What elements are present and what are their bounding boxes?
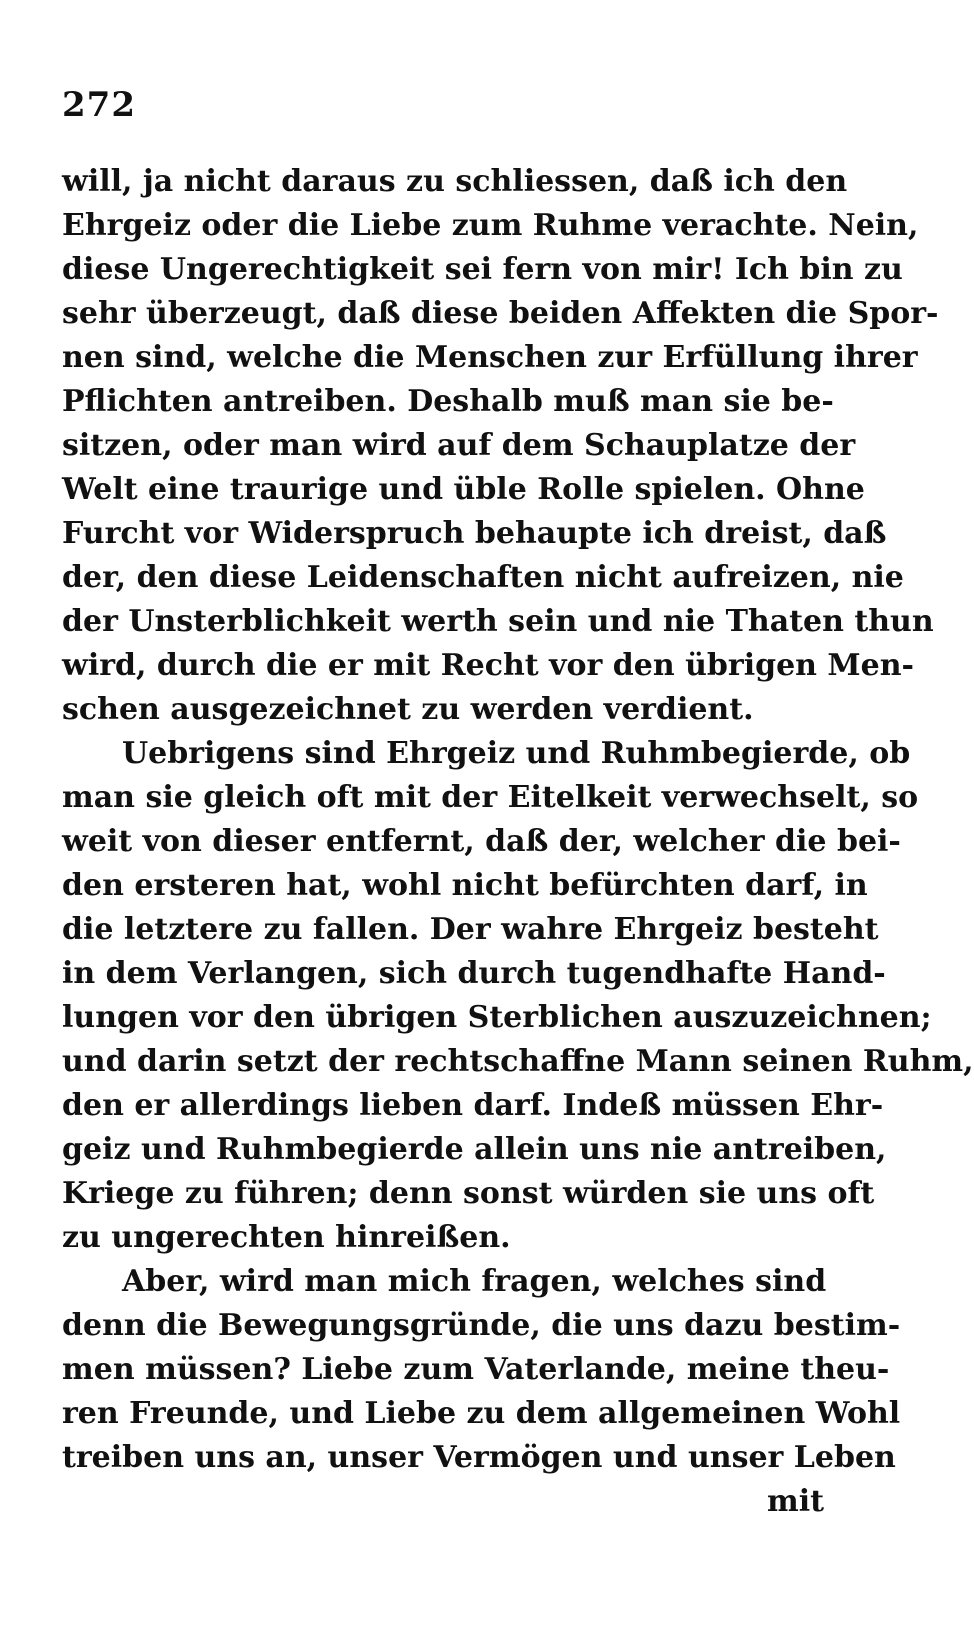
text-line: men müssen? Liebe zum Vaterlande, meine theu- — [62, 1352, 890, 1387]
text-line: schen ausgezeichnet zu werden verdient. — [62, 692, 754, 727]
text-line: sehr überzeugt, daß diese beiden Affekten die Spor- — [62, 296, 939, 331]
text-line: den er allerdings lieben darf. Indeß müssen Ehr- — [62, 1088, 884, 1123]
text-line: Furcht vor Widerspruch behaupte ich dreist, daß — [62, 516, 887, 551]
text-line: Pflichten antreiben. Deshalb muß man sie be- — [62, 384, 834, 419]
text-line: in dem Verlangen, sich durch tugendhafte Hand- — [62, 956, 886, 991]
text-line: der, den diese Leidenschaften nicht aufreizen, nie — [62, 560, 904, 595]
text-line: Uebrigens sind Ehrgeiz und Ruhmbegierde, ob — [122, 736, 911, 771]
text-line: denn die Bewegungsgründe, die uns dazu bestim- — [62, 1308, 901, 1343]
text-line: weit von dieser entfernt, daß der, welcher die bei- — [62, 824, 901, 859]
text-line: wird, durch die er mit Recht vor den übrigen Men- — [62, 648, 914, 683]
text-line: der Unsterblichkeit werth sein und nie Thaten thun — [62, 604, 934, 639]
text-line: die letztere zu fallen. Der wahre Ehrgeiz besteht — [62, 912, 879, 947]
text-line: Kriege zu führen; denn sonst würden sie uns oft — [62, 1176, 875, 1211]
text-line: treiben uns an, unser Vermögen und unser Leben — [62, 1440, 896, 1475]
text-line: den ersteren hat, wohl nicht befürchten darf, in — [62, 868, 868, 903]
text-line: und darin setzt der rechtschaffne Mann seinen Ruhm, — [62, 1044, 974, 1079]
catchword: mit — [767, 1484, 824, 1519]
text-line: nen sind, welche die Menschen zur Erfüllung ihrer — [62, 340, 918, 375]
text-line: will, ja nicht daraus zu schliessen, daß ich den — [62, 164, 848, 199]
text-line: Welt eine traurige und üble Rolle spielen. Ohne — [62, 472, 865, 507]
page-number: 272 — [62, 85, 136, 125]
text-line: Ehrgeiz oder die Liebe zum Ruhme verachte. Nein, — [62, 208, 919, 243]
text-line: lungen vor den übrigen Sterblichen auszuzeichnen; — [62, 1000, 932, 1035]
text-line: sitzen, oder man wird auf dem Schauplatze der — [62, 428, 856, 463]
text-line: zu ungerechten hinreißen. — [62, 1220, 511, 1255]
text-block — [62, 160, 974, 1524]
text-line: ren Freunde, und Liebe zu dem allgemeinen Wohl — [62, 1396, 901, 1431]
text-line: geiz und Ruhmbegierde allein uns nie antreiben, — [62, 1132, 887, 1167]
text-line: diese Ungerechtigkeit sei fern von mir! Ich bin zu — [62, 252, 903, 287]
text-line: Aber, wird man mich fragen, welches sind — [122, 1264, 827, 1299]
text-line: man sie gleich oft mit der Eitelkeit verwechselt, so — [62, 780, 919, 815]
